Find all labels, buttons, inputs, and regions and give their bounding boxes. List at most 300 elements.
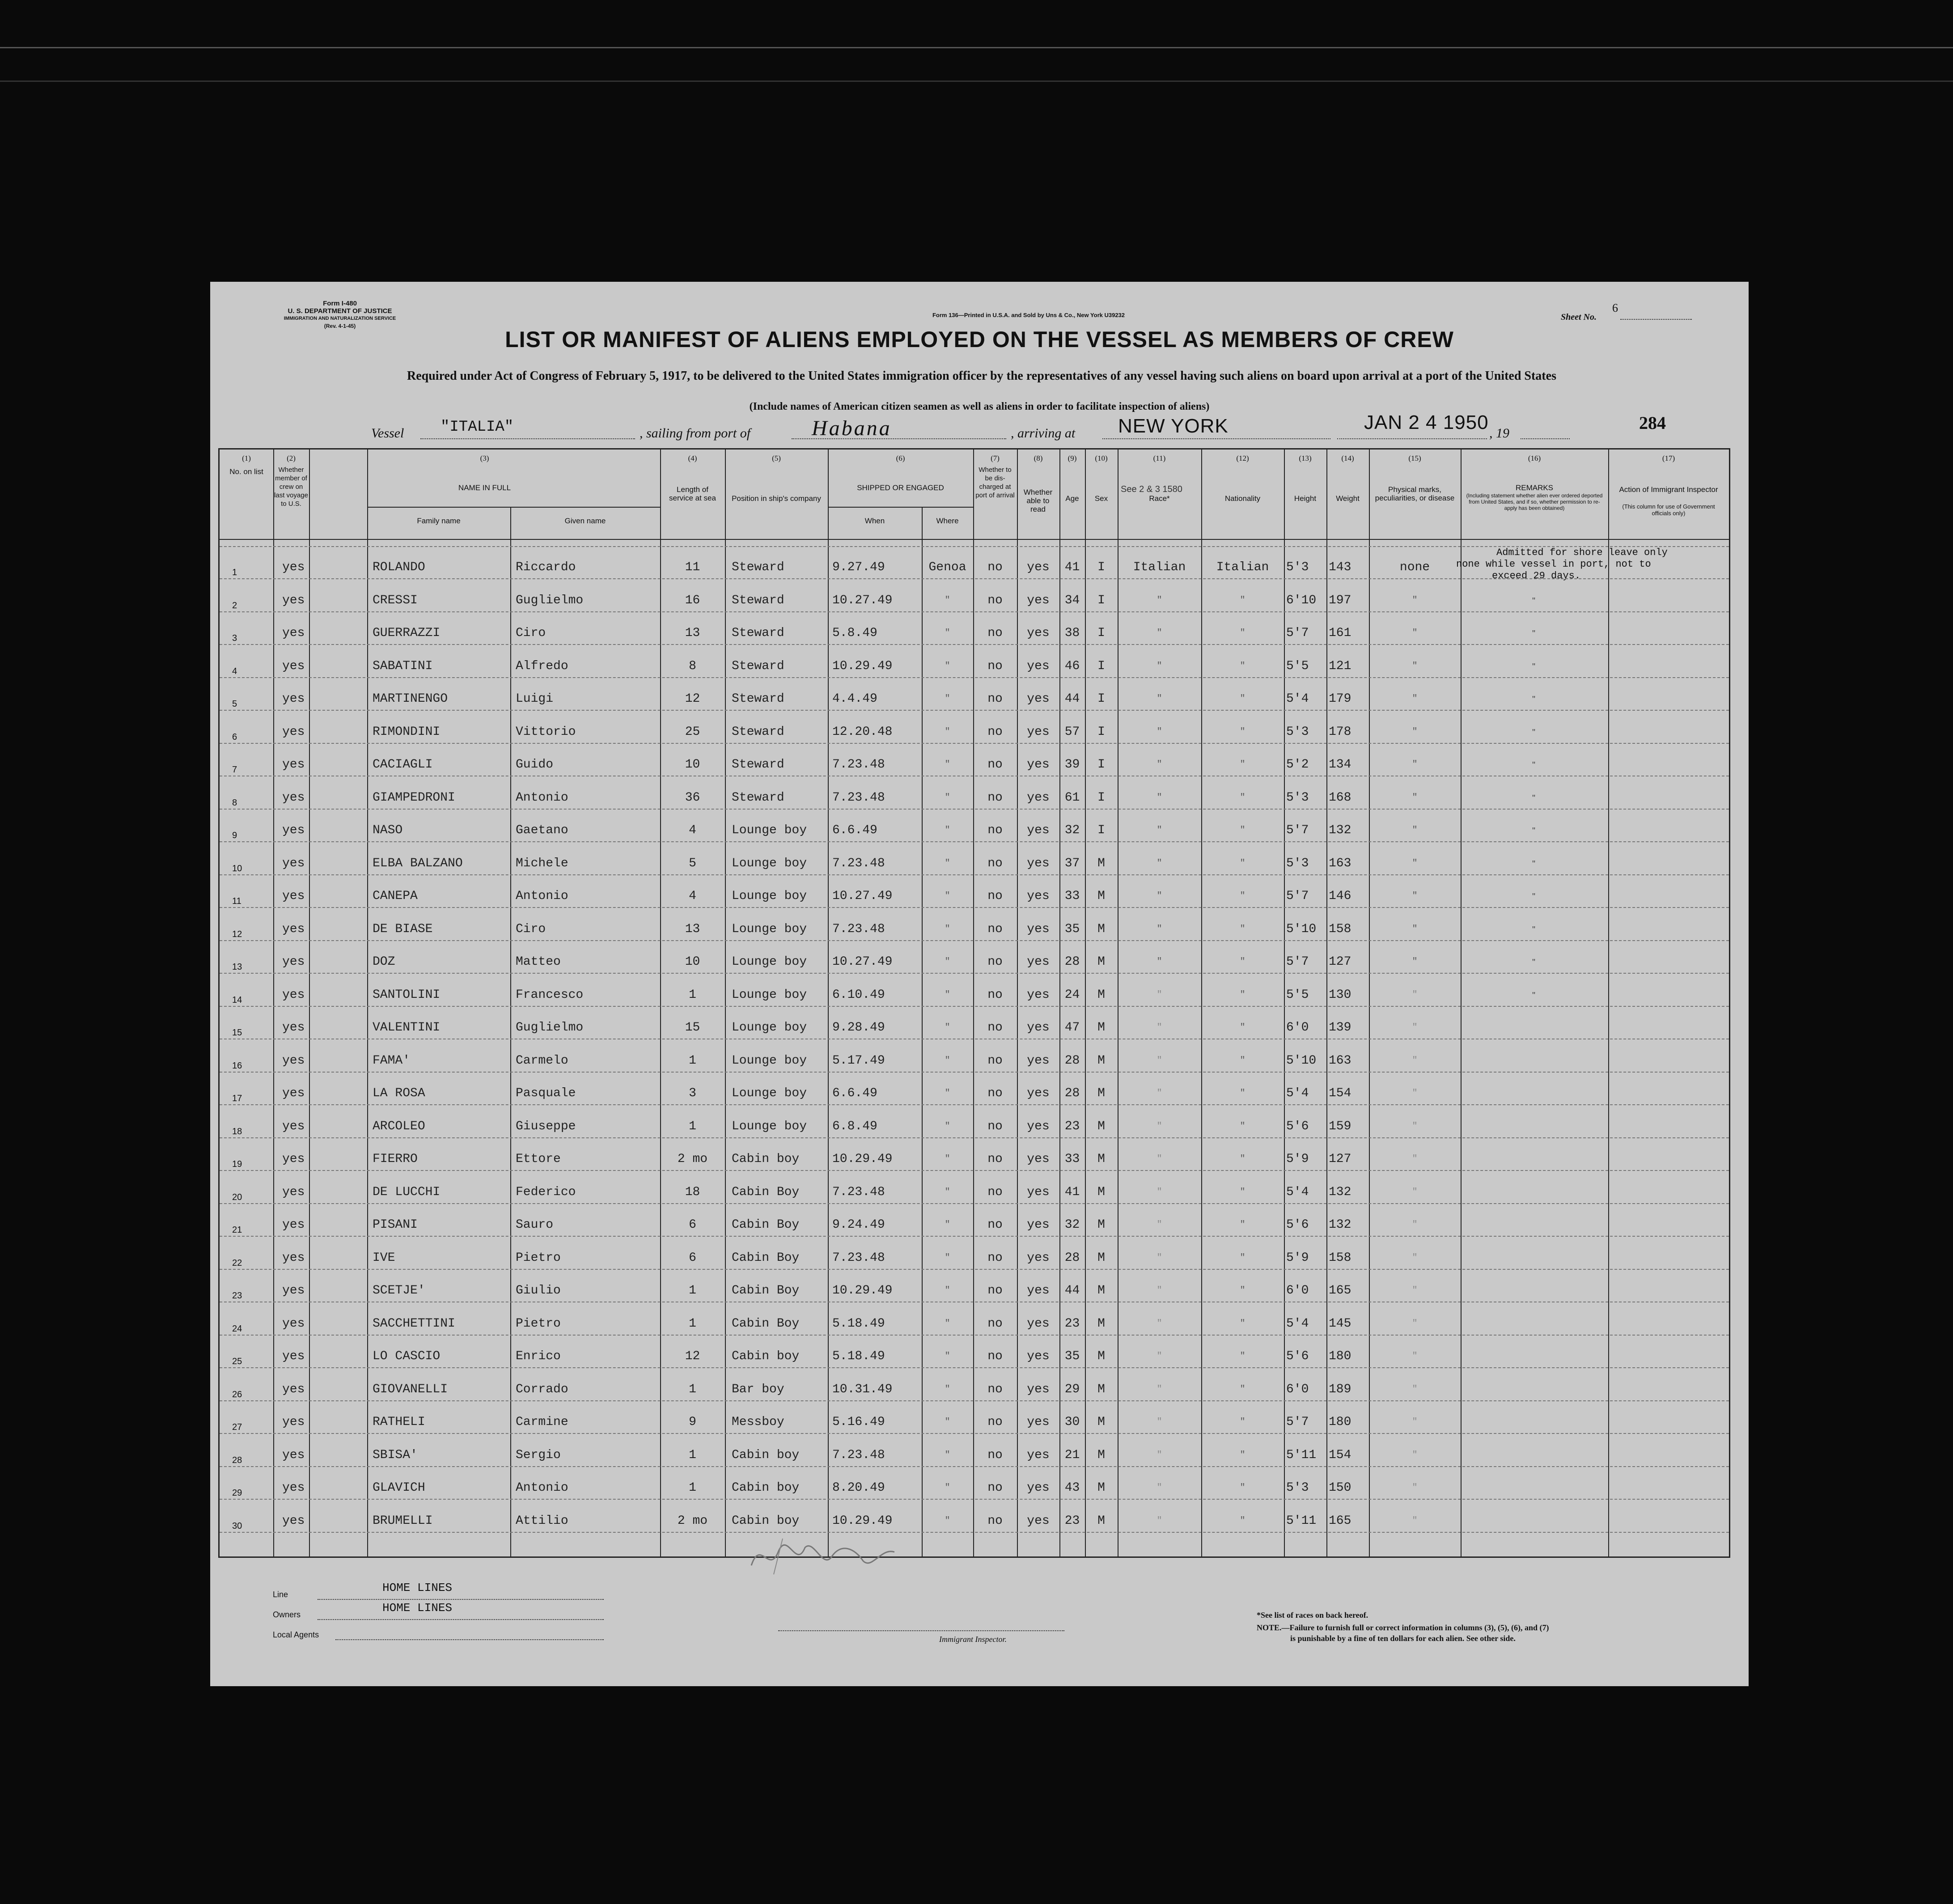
cell-shipped-where: " xyxy=(945,1187,950,1197)
cell-age: 44 xyxy=(1064,692,1080,706)
col-head-where: Where xyxy=(936,517,959,525)
row-number: 19 xyxy=(232,1159,242,1169)
cell-prev-voyage: yes xyxy=(282,1382,305,1396)
cell-position: Lounge boy xyxy=(732,1086,807,1100)
cell-weight: 161 xyxy=(1329,626,1351,640)
cell-shipped-where: " xyxy=(945,1088,950,1098)
cell-race: " xyxy=(1157,1417,1162,1427)
cell-given-name: Sauro xyxy=(516,1218,554,1232)
cell-prev-voyage: yes xyxy=(282,1284,305,1298)
cell-position: Lounge boy xyxy=(732,955,807,969)
row-number: 13 xyxy=(232,962,242,972)
cell-discharge: no xyxy=(987,1119,1003,1133)
cell-race: " xyxy=(1157,858,1162,869)
cell-sex: M xyxy=(1097,988,1105,1002)
cell-position: Steward xyxy=(732,659,784,673)
cell-age: 23 xyxy=(1064,1316,1080,1331)
cell-height: 5'7 xyxy=(1286,626,1309,640)
cell-sex: I xyxy=(1097,758,1105,772)
cell-prev-voyage: yes xyxy=(282,1021,305,1035)
form-id: Form I-480 xyxy=(323,300,357,307)
cell-prev-voyage: yes xyxy=(282,856,305,870)
row-number: 29 xyxy=(232,1488,242,1498)
cell-discharge: no xyxy=(987,1021,1003,1035)
cell-shipped-when: 6.6.49 xyxy=(832,823,877,837)
cell-given-name: Sergio xyxy=(516,1448,561,1462)
cell-weight: 154 xyxy=(1329,1448,1351,1462)
cell-shipped-when: 7.23.48 xyxy=(832,1448,885,1462)
row-number: 8 xyxy=(232,797,237,808)
row-number: 4 xyxy=(232,666,237,676)
cell-sex: M xyxy=(1097,1021,1105,1035)
immigrant-inspector-label: Immigrant Inspector. xyxy=(939,1635,1007,1644)
cell-discharge: no xyxy=(987,1514,1003,1528)
cell-height: 5'7 xyxy=(1286,1415,1309,1429)
col-num-4: (4) xyxy=(688,454,697,462)
cell-height: 5'7 xyxy=(1286,955,1309,969)
cell-discharge: no xyxy=(987,988,1003,1002)
cell-nationality: " xyxy=(1240,595,1246,606)
row-number: 1 xyxy=(232,568,237,577)
cell-able-to-read: yes xyxy=(1027,1415,1050,1429)
year-label: , 19 xyxy=(1489,426,1509,441)
cell-nationality: Italian xyxy=(1216,560,1269,574)
cell-race: Italian xyxy=(1133,560,1186,574)
cell-nationality: " xyxy=(1240,694,1246,704)
cell-weight: 146 xyxy=(1329,889,1351,903)
cell-race: " xyxy=(1157,1483,1162,1493)
cell-able-to-read: yes xyxy=(1027,988,1050,1002)
col-head-name: NAME IN FULL xyxy=(458,483,511,492)
col-num-3: (3) xyxy=(480,454,489,462)
cell-able-to-read: yes xyxy=(1027,1481,1050,1495)
cell-discharge: no xyxy=(987,626,1003,640)
cell-given-name: Carmelo xyxy=(516,1053,568,1068)
cell-height: 5'3 xyxy=(1286,725,1309,739)
col-head-remarks: REMARKS xyxy=(1515,483,1554,492)
cell-discharge: no xyxy=(987,790,1003,805)
cell-given-name: Pasquale xyxy=(516,1086,576,1100)
cell-physical-marks: " xyxy=(1412,1220,1418,1230)
cell-service: 16 xyxy=(685,593,700,607)
cell-shipped-where: " xyxy=(945,1318,950,1329)
cell-able-to-read: yes xyxy=(1027,823,1050,837)
cell-shipped-when: 10.31.49 xyxy=(832,1382,893,1396)
vessel-name: "ITALIA" xyxy=(441,419,514,436)
cell-prev-voyage: yes xyxy=(282,1415,305,1429)
cell-sex: M xyxy=(1097,1514,1105,1528)
cell-physical-marks: " xyxy=(1412,628,1418,638)
cell-physical-marks: none xyxy=(1399,560,1430,574)
remarks-ditto: " xyxy=(1532,760,1536,770)
cell-sex: M xyxy=(1097,1415,1105,1429)
cell-physical-marks: " xyxy=(1412,1055,1418,1066)
cell-shipped-where: " xyxy=(945,628,950,638)
cell-discharge: no xyxy=(987,856,1003,870)
cell-given-name: Matteo xyxy=(516,955,561,969)
cell-given-name: Ettore xyxy=(516,1152,561,1166)
cell-height: 5'3 xyxy=(1286,790,1309,805)
cell-service: 1 xyxy=(689,1448,696,1462)
cell-weight: 132 xyxy=(1329,1185,1351,1199)
cell-height: 6'0 xyxy=(1286,1382,1309,1396)
cell-given-name: Guido xyxy=(516,758,554,772)
cell-service: 12 xyxy=(685,1349,700,1363)
cell-position: Cabin Boy xyxy=(732,1316,800,1331)
cell-height: 5'11 xyxy=(1286,1514,1317,1528)
remarks-ditto: " xyxy=(1532,695,1536,704)
cell-prev-voyage: yes xyxy=(282,1349,305,1363)
cell-able-to-read: yes xyxy=(1027,1021,1050,1035)
cell-position: Cabin boy xyxy=(732,1481,800,1495)
cell-service: 1 xyxy=(689,1053,696,1068)
cell-shipped-where: " xyxy=(945,759,950,770)
cell-physical-marks: " xyxy=(1412,1483,1418,1493)
row-number: 3 xyxy=(232,633,237,643)
col-head-service: Length of service at sea xyxy=(669,485,716,502)
cell-age: 46 xyxy=(1064,659,1080,673)
cell-able-to-read: yes xyxy=(1027,1218,1050,1232)
cell-physical-marks: " xyxy=(1412,1121,1418,1132)
cell-shipped-when: 9.24.49 xyxy=(832,1218,885,1232)
cell-family-name: DOZ xyxy=(373,955,395,969)
col-head-height: Height xyxy=(1294,494,1317,503)
cell-shipped-where: " xyxy=(945,1285,950,1296)
cell-race: " xyxy=(1157,792,1162,803)
cell-position: Cabin Boy xyxy=(732,1218,800,1232)
cell-shipped-when: 9.27.49 xyxy=(832,560,885,574)
cell-able-to-read: yes xyxy=(1027,1382,1050,1396)
cell-discharge: no xyxy=(987,889,1003,903)
col-head-discharge: Whether to be dis-charged at port of arrival xyxy=(975,466,1015,499)
cell-weight: 127 xyxy=(1329,955,1351,969)
cell-discharge: no xyxy=(987,560,1003,574)
cell-able-to-read: yes xyxy=(1027,1086,1050,1100)
cell-position: Cabin boy xyxy=(732,1514,800,1528)
cell-service: 10 xyxy=(685,955,700,969)
crew-table xyxy=(218,448,1730,1558)
cell-shipped-where: " xyxy=(945,924,950,934)
cell-discharge: no xyxy=(987,725,1003,739)
cell-height: 5'11 xyxy=(1286,1448,1317,1462)
cell-age: 37 xyxy=(1064,856,1080,870)
cell-family-name: ELBA BALZANO xyxy=(373,856,463,870)
cell-physical-marks: " xyxy=(1412,891,1418,901)
cell-age: 33 xyxy=(1064,889,1080,903)
cell-shipped-where: " xyxy=(945,1121,950,1132)
cell-race: " xyxy=(1157,1450,1162,1460)
cell-position: Steward xyxy=(732,790,784,805)
cell-age: 32 xyxy=(1064,1218,1080,1232)
cell-age: 57 xyxy=(1064,725,1080,739)
col-num-16: (16) xyxy=(1528,454,1541,462)
page-title: LIST OR MANIFEST OF ALIENS EMPLOYED ON THE VESSEL AS MEMBERS OF CREW xyxy=(505,327,1454,352)
cell-family-name: ARCOLEO xyxy=(373,1119,425,1133)
cell-able-to-read: yes xyxy=(1027,1284,1050,1298)
cell-height: 5'4 xyxy=(1286,1185,1309,1199)
cell-shipped-where: " xyxy=(945,1515,950,1526)
cell-nationality: " xyxy=(1240,858,1246,869)
cell-given-name: Pietro xyxy=(516,1316,561,1331)
col-head-given: Given name xyxy=(564,517,606,525)
cell-able-to-read: yes xyxy=(1027,1514,1050,1528)
cell-given-name: Vittorio xyxy=(516,725,576,739)
cell-physical-marks: " xyxy=(1412,661,1418,671)
cell-able-to-read: yes xyxy=(1027,1448,1050,1462)
cell-physical-marks: " xyxy=(1412,825,1418,835)
cell-weight: 134 xyxy=(1329,758,1351,772)
cell-sex: M xyxy=(1097,1448,1105,1462)
cell-weight: 130 xyxy=(1329,988,1351,1002)
cell-physical-marks: " xyxy=(1412,989,1418,1000)
cell-sex: I xyxy=(1097,692,1105,706)
cell-shipped-when: 10.27.49 xyxy=(832,889,893,903)
cell-nationality: " xyxy=(1240,989,1246,1000)
cell-discharge: no xyxy=(987,1481,1003,1495)
col-head-family: Family name xyxy=(417,517,461,525)
cell-nationality: " xyxy=(1240,1252,1246,1263)
cell-service: 6 xyxy=(689,1251,696,1265)
remarks-ditto: " xyxy=(1532,990,1536,1001)
col-num-17: (17) xyxy=(1662,454,1675,462)
cell-physical-marks: " xyxy=(1412,1515,1418,1526)
cell-discharge: no xyxy=(987,758,1003,772)
cell-weight: 158 xyxy=(1329,1251,1351,1265)
col-num-14: (14) xyxy=(1341,454,1354,462)
col-num-13: (13) xyxy=(1299,454,1312,462)
cell-discharge: no xyxy=(987,1086,1003,1100)
col-head-prev-voyage: Whether member of crew on last voyage to U.S. xyxy=(274,466,308,508)
cell-shipped-when: 5.16.49 xyxy=(832,1415,885,1429)
cell-nationality: " xyxy=(1240,1384,1246,1395)
cell-nationality: " xyxy=(1240,1187,1246,1197)
page-number: 284 xyxy=(1639,413,1666,433)
cell-given-name: Ciro xyxy=(516,922,546,936)
cell-position: Steward xyxy=(732,758,784,772)
cell-family-name: RIMONDINI xyxy=(373,725,441,739)
cell-service: 25 xyxy=(685,725,700,739)
cell-position: Cabin boy xyxy=(732,1349,800,1363)
col-num-6: (6) xyxy=(896,454,905,462)
cell-discharge: no xyxy=(987,823,1003,837)
cell-given-name: Guglielmo xyxy=(516,1021,584,1035)
cell-sex: M xyxy=(1097,1316,1105,1331)
cell-race: " xyxy=(1157,694,1162,704)
cell-shipped-where: " xyxy=(945,1220,950,1230)
cell-discharge: no xyxy=(987,1284,1003,1298)
cell-discharge: no xyxy=(987,1349,1003,1363)
cell-weight: 189 xyxy=(1329,1382,1351,1396)
col-head-read: Whether able to read xyxy=(1023,488,1053,513)
sailing-label: , sailing from port of xyxy=(640,426,751,441)
cell-prev-voyage: yes xyxy=(282,1481,305,1495)
cell-given-name: Francesco xyxy=(516,988,584,1002)
cell-shipped-where: " xyxy=(945,1351,950,1361)
cell-height: 5'5 xyxy=(1286,659,1309,673)
row-number: 23 xyxy=(232,1291,242,1301)
cell-position: Cabin Boy xyxy=(732,1251,800,1265)
cell-race: " xyxy=(1157,1022,1162,1033)
cell-able-to-read: yes xyxy=(1027,659,1050,673)
cell-service: 4 xyxy=(689,823,696,837)
cell-family-name: SCETJE' xyxy=(373,1284,425,1298)
remarks-ditto: " xyxy=(1532,892,1536,902)
cell-shipped-when: 9.28.49 xyxy=(832,1021,885,1035)
cell-position: Lounge boy xyxy=(732,823,807,837)
cell-family-name: SANTOLINI xyxy=(373,988,441,1002)
cell-physical-marks: " xyxy=(1412,924,1418,934)
cell-sex: M xyxy=(1097,1284,1105,1298)
cell-shipped-when: 10.29.49 xyxy=(832,659,893,673)
cell-shipped-where: " xyxy=(945,957,950,967)
form-rev: (Rev. 4-1-45) xyxy=(324,323,356,329)
remarks-ditto: " xyxy=(1532,727,1536,738)
cell-sex: I xyxy=(1097,823,1105,837)
cell-discharge: no xyxy=(987,1053,1003,1068)
cell-prev-voyage: yes xyxy=(282,955,305,969)
cell-given-name: Luigi xyxy=(516,692,554,706)
cell-age: 33 xyxy=(1064,1152,1080,1166)
remarks-ditto: " xyxy=(1532,629,1536,639)
printer-line: Form 136—Printed in U.S.A. and Sold by Uns & Co., New York U39232 xyxy=(932,312,1125,318)
cell-weight: 163 xyxy=(1329,856,1351,870)
cell-service: 10 xyxy=(685,758,700,772)
cell-shipped-where: " xyxy=(945,1450,950,1460)
row-number: 24 xyxy=(232,1323,242,1334)
cell-shipped-where: " xyxy=(945,595,950,606)
cell-family-name: GIAMPEDRONI xyxy=(373,790,455,805)
cell-shipped-when: 5.18.49 xyxy=(832,1349,885,1363)
cell-position: Steward xyxy=(732,692,784,706)
col-head-action: Action of Immigrant Inspector xyxy=(1619,485,1718,494)
cell-weight: 150 xyxy=(1329,1481,1351,1495)
cell-physical-marks: " xyxy=(1412,1088,1418,1098)
cell-physical-marks: " xyxy=(1412,1285,1418,1296)
col-num-8: (8) xyxy=(1034,454,1043,462)
cell-nationality: " xyxy=(1240,1351,1246,1361)
race-note: *See list of races on back hereof. xyxy=(1257,1611,1368,1620)
cell-discharge: no xyxy=(987,1251,1003,1265)
cell-nationality: " xyxy=(1240,792,1246,803)
cell-position: Lounge boy xyxy=(732,1119,807,1133)
cell-service: 1 xyxy=(689,1284,696,1298)
cell-sex: I xyxy=(1097,659,1105,673)
owners-value: HOME LINES xyxy=(382,1601,453,1615)
col-head-marks: Physical marks, peculiarities, or disease xyxy=(1375,485,1455,502)
cell-discharge: no xyxy=(987,1415,1003,1429)
cell-age: 29 xyxy=(1064,1382,1080,1396)
row-number: 20 xyxy=(232,1192,242,1202)
cell-shipped-where: " xyxy=(945,825,950,835)
row-number: 6 xyxy=(232,732,237,742)
cell-shipped-when: 7.23.48 xyxy=(832,922,885,936)
cell-able-to-read: yes xyxy=(1027,758,1050,772)
cell-physical-marks: " xyxy=(1412,1318,1418,1329)
cell-shipped-when: 10.29.49 xyxy=(832,1284,893,1298)
cell-race: " xyxy=(1157,1088,1162,1098)
cell-shipped-when: 6.10.49 xyxy=(832,988,885,1002)
row-number: 5 xyxy=(232,699,237,709)
col-num-2: (2) xyxy=(287,454,296,462)
cell-service: 1 xyxy=(689,1316,696,1331)
cell-able-to-read: yes xyxy=(1027,1251,1050,1265)
cell-height: 5'10 xyxy=(1286,1053,1317,1068)
cell-service: 12 xyxy=(685,692,700,706)
cell-race: " xyxy=(1157,924,1162,934)
cell-service: 18 xyxy=(685,1185,700,1199)
cell-age: 21 xyxy=(1064,1448,1080,1462)
cell-sex: M xyxy=(1097,1086,1105,1100)
cell-able-to-read: yes xyxy=(1027,593,1050,607)
cell-service: 1 xyxy=(689,1119,696,1133)
cell-family-name: DE LUCCHI xyxy=(373,1185,441,1199)
remarks-shore-leave: Admitted for shore leave only none while vessel in port, not to exceed 29 days. xyxy=(1456,547,1668,581)
cell-race: " xyxy=(1157,1318,1162,1329)
cell-nationality: " xyxy=(1240,1483,1246,1493)
cell-given-name: Guglielmo xyxy=(516,593,584,607)
remarks-ditto: " xyxy=(1532,859,1536,869)
cell-able-to-read: yes xyxy=(1027,725,1050,739)
cell-nationality: " xyxy=(1240,1055,1246,1066)
cell-age: 43 xyxy=(1064,1481,1080,1495)
cell-race: " xyxy=(1157,1252,1162,1263)
cell-prev-voyage: yes xyxy=(282,758,305,772)
cell-height: 5'7 xyxy=(1286,889,1309,903)
cell-weight: 168 xyxy=(1329,790,1351,805)
cell-shipped-where: " xyxy=(945,1154,950,1164)
cell-race: " xyxy=(1157,759,1162,770)
col-num-10: (10) xyxy=(1095,454,1108,462)
cell-weight: 154 xyxy=(1329,1086,1351,1100)
cell-nationality: " xyxy=(1240,726,1246,737)
cell-shipped-where: " xyxy=(945,792,950,803)
cell-race: " xyxy=(1157,1154,1162,1164)
cell-prev-voyage: yes xyxy=(282,1185,305,1199)
cell-nationality: " xyxy=(1240,628,1246,638)
cell-able-to-read: yes xyxy=(1027,1053,1050,1068)
cell-discharge: no xyxy=(987,593,1003,607)
row-number: 14 xyxy=(232,995,242,1005)
cell-position: Lounge boy xyxy=(732,988,807,1002)
col-head-sex: Sex xyxy=(1094,494,1108,503)
cell-shipped-where: " xyxy=(945,1417,950,1427)
cell-height: 6'10 xyxy=(1286,593,1317,607)
cell-given-name: Gaetano xyxy=(516,823,568,837)
cell-nationality: " xyxy=(1240,924,1246,934)
cell-physical-marks: " xyxy=(1412,1417,1418,1427)
cell-discharge: no xyxy=(987,922,1003,936)
col-num-9: (9) xyxy=(1068,454,1077,462)
cell-family-name: RATHELI xyxy=(373,1415,425,1429)
cell-nationality: " xyxy=(1240,957,1246,967)
sheet-number-label: Sheet No. 6 xyxy=(1561,310,1692,323)
cell-prev-voyage: yes xyxy=(282,1316,305,1331)
cell-shipped-when: 6.8.49 xyxy=(832,1119,877,1133)
cell-weight: 132 xyxy=(1329,823,1351,837)
cell-shipped-where: " xyxy=(945,1384,950,1395)
row-number: 28 xyxy=(232,1455,242,1465)
cell-given-name: Corrado xyxy=(516,1382,568,1396)
remarks-ditto: " xyxy=(1532,958,1536,967)
cell-race: " xyxy=(1157,1515,1162,1526)
cell-sex: I xyxy=(1097,560,1105,574)
cell-service: 1 xyxy=(689,988,696,1002)
cell-given-name: Michele xyxy=(516,856,568,870)
cell-weight: 180 xyxy=(1329,1349,1351,1363)
cell-position: Lounge boy xyxy=(732,1021,807,1035)
row-number: 18 xyxy=(232,1126,242,1136)
cell-position: Lounge boy xyxy=(732,889,807,903)
